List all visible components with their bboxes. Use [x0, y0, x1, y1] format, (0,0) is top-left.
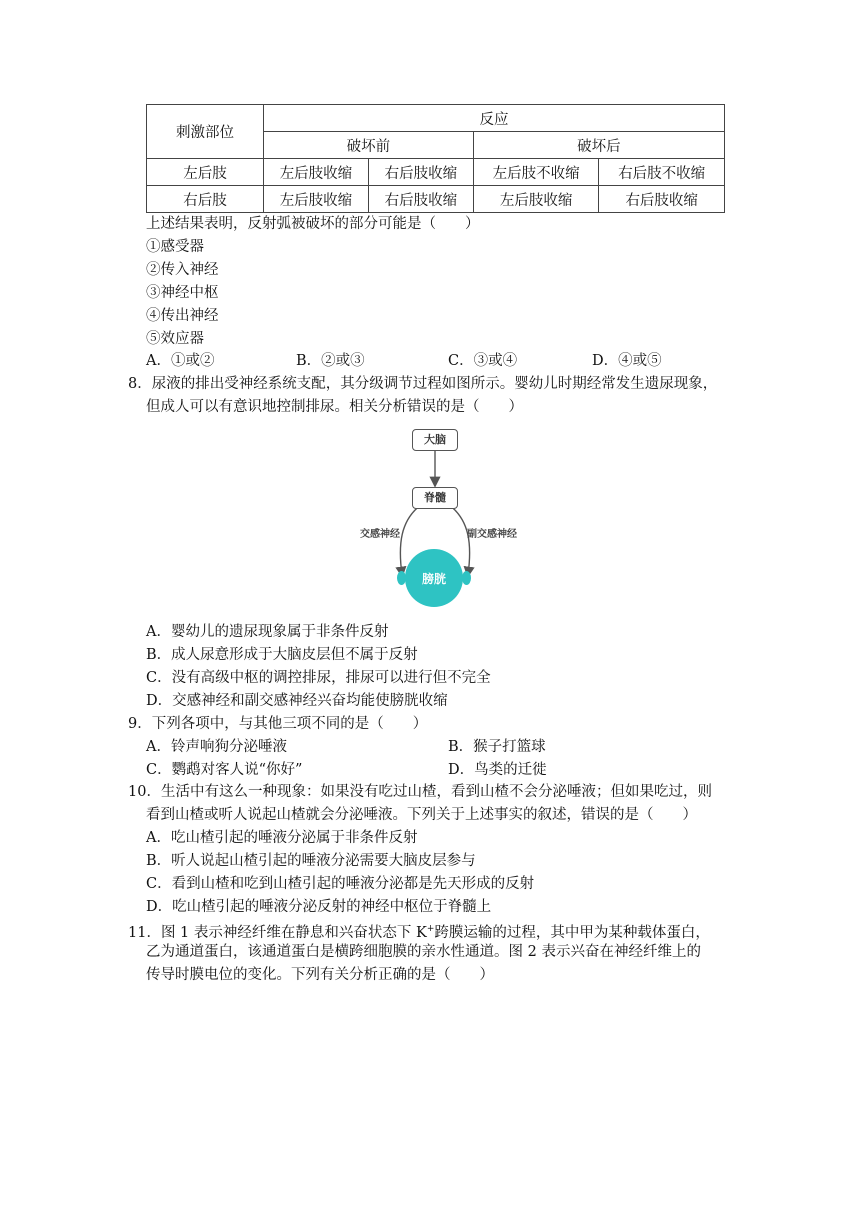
table-cell: 右后肢不收缩 [599, 159, 725, 186]
q10-option-c: C．看到山楂和吃到山楂引起的唾液分泌都是先天形成的反射 [146, 876, 535, 892]
q7-option-c: C．③或④ [448, 353, 518, 369]
q8-option-b: B．成人尿意形成于大脑皮层但不属于反射 [146, 647, 418, 663]
table-cell: 左后肢 [147, 159, 264, 186]
q11-text-part: 跨膜运输的过程，其中甲为某种载体蛋白， [434, 924, 710, 941]
q11-stem-line1 [128, 919, 710, 943]
sympathetic-label: 交感神经 [360, 529, 400, 540]
table-row [147, 186, 725, 213]
urination-diagram [350, 425, 530, 620]
table-cell: 右后肢收缩 [599, 186, 725, 213]
q11-text-part: 11．图 1 表示神经纤维在静息和兴奋状态下 K [128, 924, 427, 941]
q11-superscript: + [426, 924, 435, 934]
q9-option-c: C．鹦鹉对客人说“你好” [146, 762, 303, 778]
q7-item: ④传出神经 [146, 308, 219, 324]
table-cell: 右后肢收缩 [368, 186, 473, 213]
reaction-table [146, 104, 725, 213]
table-cell: 左后肢收缩 [264, 159, 369, 186]
q7-stem: 上述结果表明，反射弧被破坏的部分可能是（ ） [146, 216, 480, 232]
q8-option-a: A．婴幼儿的遗尿现象属于非条件反射 [146, 624, 389, 640]
q9-option-a: A．铃声响狗分泌唾液 [146, 739, 287, 755]
q8-stem-line2: 但成人可以有意识地控制排尿。相关分析错误的是（ ） [146, 399, 523, 415]
bladder-circle: 膀胱 [405, 549, 463, 607]
table-cell: 右后肢 [147, 186, 264, 213]
q11-stem-line2: 乙为通道蛋白，该通道蛋白是横跨细胞膜的亲水性通道。图 2 表示兴奋在神经纤维上的 [146, 944, 701, 960]
q7-item: ②传入神经 [146, 262, 219, 278]
q11-stem-line3: 传导时膜电位的变化。下列有关分析正确的是（ ） [146, 967, 494, 983]
q8-option-c: C．没有高级中枢的调控排尿，排尿可以进行但不完全 [146, 670, 491, 686]
q8-option-d: D．交感神经和副交感神经兴奋均能使膀胱收缩 [146, 693, 448, 709]
q9-option-d: D．鸟类的迁徙 [448, 762, 547, 778]
q10-option-a: A．吃山楂引起的唾液分泌属于非条件反射 [146, 830, 418, 846]
header-after: 破坏后 [473, 132, 724, 159]
q10-option-d: D．吃山楂引起的唾液分泌反射的神经中枢位于脊髓上 [146, 899, 492, 915]
q10-option-b: B．听人说起山楂引起的唾液分泌需要大脑皮层参与 [146, 853, 476, 869]
bladder-right-node [462, 571, 471, 585]
q9-option-b: B．猴子打篮球 [448, 739, 546, 755]
q7-option-a: A．①或② [146, 353, 215, 369]
q8-stem-line1: 8．尿液的排出受神经系统支配，其分级调节过程如图所示。婴幼儿时期经常发生遗尿现象， [128, 376, 718, 392]
brain-box: 大脑 [412, 429, 458, 451]
spinal-cord-box: 脊髓 [412, 487, 458, 509]
q7-item: ⑤效应器 [146, 331, 204, 347]
parasympathetic-label: 副交感神经 [467, 529, 517, 540]
q10-stem-line1: 10．生活中有这么一种现象：如果没有吃过山楂，看到山楂不会分泌唾液；但如果吃过，则 [128, 784, 712, 800]
q7-item: ①感受器 [146, 239, 204, 255]
q7-option-d: D．④或⑤ [592, 353, 662, 369]
q10-stem-line2: 看到山楂或听人说起山楂就会分泌唾液。下列关于上述事实的叙述，错误的是（ ） [146, 807, 697, 823]
q9-stem: 9．下列各项中，与其他三项不同的是（ ） [128, 716, 428, 732]
table-cell: 右后肢收缩 [368, 159, 473, 186]
q7-option-b: B．②或③ [296, 353, 365, 369]
table-row [147, 159, 725, 186]
table-cell: 左后肢收缩 [264, 186, 369, 213]
q7-item: ③神经中枢 [146, 285, 219, 301]
header-reaction: 反应 [264, 105, 725, 132]
header-before: 破坏前 [264, 132, 474, 159]
table-cell: 左后肢不收缩 [473, 159, 599, 186]
header-stimulus-site: 刺激部位 [147, 105, 264, 159]
table-cell: 左后肢收缩 [473, 186, 599, 213]
